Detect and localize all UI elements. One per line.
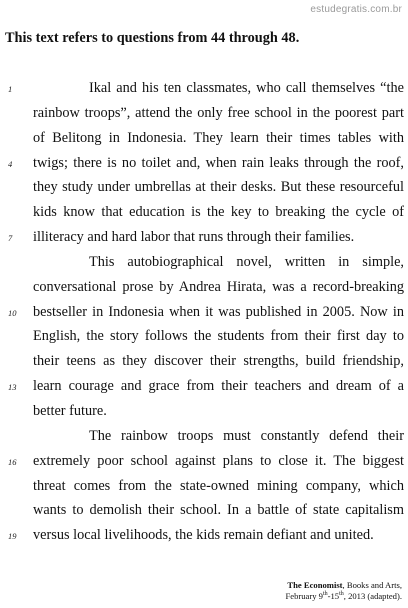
passage-line: [0, 151, 408, 176]
passage-line: [0, 449, 408, 474]
line-number: 4: [8, 158, 13, 169]
passage-line: [0, 126, 408, 151]
passage-line: [0, 101, 408, 126]
passage-line: [0, 523, 408, 548]
line-text: conversational prose by Andrea Hirata, was a record-breaking: [33, 278, 404, 295]
passage-line: [0, 498, 408, 523]
source-date-mid: -15: [327, 590, 340, 601]
source-sup-1: th: [322, 590, 328, 597]
line-number: 1: [8, 84, 13, 94]
line-text: This autobiographical novel, written in simple,: [89, 253, 404, 270]
line-text: their teens as they discover their strengths, build friendship,: [33, 353, 404, 370]
line-text: rainbow troops”, attend the only free school in the poorest part: [33, 104, 404, 121]
line-text: better future.: [33, 402, 107, 419]
source-citation: [285, 580, 402, 601]
passage-line: [0, 474, 408, 499]
line-text: twigs; there is no toilet and, when rain leaks through the roof,: [33, 154, 404, 171]
line-text: of Belitong in Indonesia. They learn their times tables with: [33, 129, 404, 146]
line-number: 10: [8, 307, 17, 318]
passage-line: [0, 175, 408, 200]
source-publication: The Economist: [287, 580, 343, 590]
passage-line: [0, 200, 408, 225]
line-text: bestseller in Indonesia when it was published in 2005. Now in: [33, 303, 404, 320]
line-text: extremely poor school against plans to close it. The biggest: [33, 452, 404, 469]
line-number: 13: [8, 382, 17, 393]
line-number: 19: [8, 531, 17, 542]
line-text: illiteracy and hard labor that runs through their families.: [33, 229, 355, 246]
passage-line: [0, 275, 408, 300]
line-text: threat comes from the state-owned mining company, which: [33, 477, 404, 494]
passage-line: [0, 250, 408, 275]
passage-line: [0, 225, 408, 250]
passage-line: [0, 324, 408, 349]
line-text: The rainbow troops must constantly defend their: [89, 427, 404, 444]
passage-line: [0, 76, 408, 101]
line-number: 16: [8, 456, 17, 467]
site-watermark: estudegratis.com.br: [310, 4, 402, 15]
source-section: , Books and Arts,: [342, 580, 402, 590]
source-sup-2: th: [339, 590, 344, 597]
source-date-suffix: , 2013 (adapted).: [343, 590, 402, 601]
line-text: they study under umbrellas at their desks. But these resourceful: [33, 179, 404, 196]
source-date-prefix: February 9: [285, 590, 323, 601]
passage-line: [0, 424, 408, 449]
passage-line: [0, 300, 408, 325]
passage-line: [0, 374, 408, 399]
passage-text: [0, 76, 408, 548]
line-text: English, the story follows the students from their first day to: [33, 328, 404, 345]
line-text: wants to demolish their school. In a battle of state capitalism: [33, 502, 404, 519]
line-text: versus local livelihoods, the kids remain defiant and united.: [33, 527, 374, 544]
line-text: learn courage and grace from their teachers and dream of a: [33, 378, 404, 395]
passage-heading: This text refers to questions from 44 through 48.: [5, 30, 300, 46]
line-number: 7: [8, 233, 13, 244]
line-text: kids know that education is the key to breaking the cycle of: [33, 204, 404, 221]
passage-line: [0, 349, 408, 374]
passage-line: [0, 399, 408, 424]
line-text: Ikal and his ten classmates, who call themselves “the: [89, 80, 404, 96]
